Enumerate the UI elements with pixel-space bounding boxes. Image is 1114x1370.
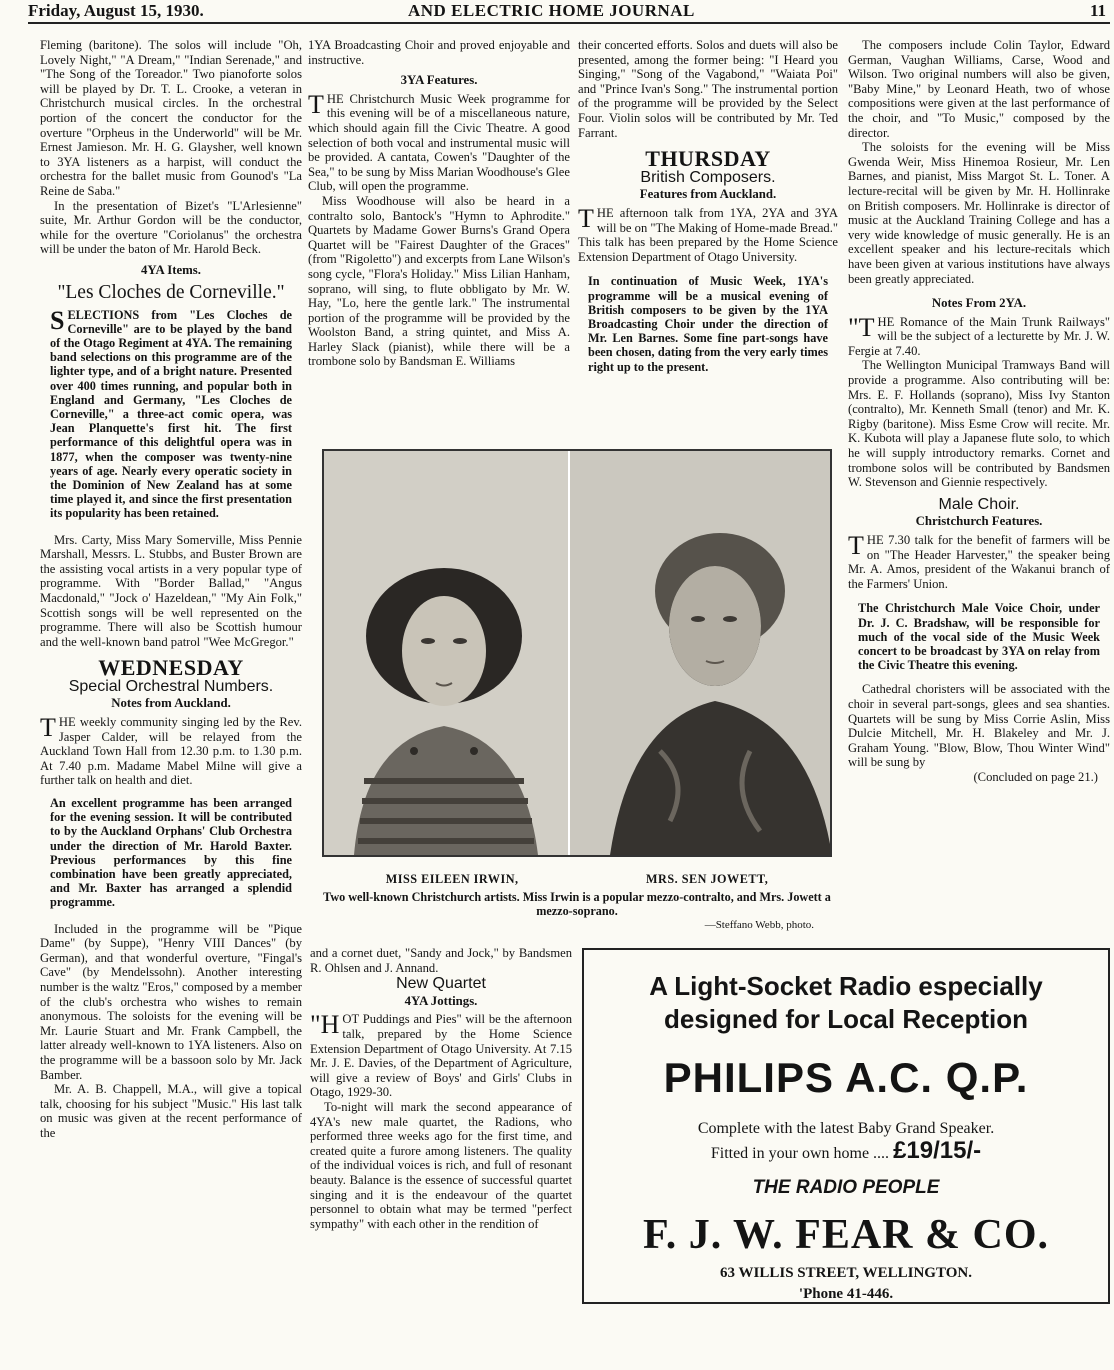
col3-para-2 <box>578 203 838 264</box>
col4-para-3-text: HE Romance of the Main Trunk Railways" will be the subject of a lecturette by Mr. J. W. Fergie at 7.40. <box>848 314 1110 358</box>
portrait-left-photo <box>324 451 568 855</box>
col3-bold-block: In continuation of Music Week, 1YA's programme will be a musical evening of British composers to be given by the 1YA Broadcasting Choir under the direction of Mr. Len Barnes. Some fine part-songs have been chosen, dating from the very early times right up to the present. <box>588 274 828 374</box>
col4-para-4: The Wellington Municipal Tramways Band will provide a programme. Also contributing will be: Mrs. E. F. Hollands (soprano), Miss Ivy Stanton (contralto), Mr. Kenneth Small (tenor) and Mr. K. Rigby (baritone). Miss Esme Crow will recite. Mr. K. Kubota will play a Japanese flute solo, to which he will supply introductory remarks. Cornet and trombone solos will be contributed by Bandsmen W. Stevenson and Giennie respectively. <box>848 358 1110 490</box>
col4-para-6: Cathedral choristers will be associated with the choir in several part-songs, glees and sea shanties. Quartets will be sung by Miss Corrie Aslin, Miss Dulcie Mitchell, Mr. H. Blakeley and Mr. J. Graham Young. "Blow, Blow, Thou Winter Wind" will be sung by <box>848 682 1110 770</box>
col1-para-1: Fleming (baritone). The solos will include "Oh, Lovely Night," "A Dream," "Indian Serenade," and "The Song of the Toreador." Two pianoforte solos will be played by Dr. T. L. Crooke, a veteran in Christchurch musical circles. In the orchestral portion of the concert the conductor for the overture "Orpheus in the Underworld" will be Mr. Ernest Jamieson. Mr. H. G. Glaysher, well known to 3YA listeners as a harpist, will conduct the orchestra for the ballet music from Gounod's "La Reine de Saba." <box>40 38 302 198</box>
heading-wednesday: WEDNESDAY <box>98 655 244 681</box>
col1-bold-block <box>40 305 302 521</box>
drop-cap: T <box>40 713 56 743</box>
subhead-3ya-features: 3YA Features. <box>400 73 478 88</box>
ad-headline-2: designed for Local Reception <box>663 1004 1029 1034</box>
col2b-para-2-text: OT Puddings and Pies" will be the afternoon talk, prepared by the Home Science Extension Department of Otago University. At 7.15 Mr. J. E. Davies, of the Department of Agriculture, will give a review of Boys' and Girls' Clubs in Otago, 1929-30. <box>310 1012 572 1100</box>
heading-british-composers: British Composers. <box>640 168 776 186</box>
header-page-number: 11 <box>1089 1 1106 20</box>
col1-para-6: Mr. A. B. Chappell, M.A., will give a topical talk, choosing for his subject "Music." His last talk on music was given at the recent performance of the <box>40 1082 302 1140</box>
ad-address: 63 WILLIS STREET, WELLINGTON. <box>720 1265 972 1281</box>
header-journal-title: AND ELECTRIC HOME JOURNAL <box>408 1 695 20</box>
caption-name-left: MISS EILEEN IRWIN, <box>385 872 519 886</box>
column-4 <box>848 38 1110 785</box>
column-2-top <box>308 38 570 369</box>
drop-cap: T <box>308 89 324 119</box>
col3-para-2-text: HE afternoon talk from 1YA, 2YA and 3YA will be on "The Making of Home-made Bread." This talk has been prepared by the Home Science Extension Department of Otago University. <box>578 205 838 264</box>
ad-desc-2 <box>584 1137 1108 1165</box>
ad-desc-2-text: Fitted in your own home .... <box>710 1145 890 1162</box>
col4-para-5-text: HE 7.30 talk for the benefit of farmers will be on "The Header Harvester," the speaker being Mr. A. Amos, president of the Wakanui branch of the Farmers' Union. <box>848 533 1110 591</box>
column-1 <box>40 38 302 1141</box>
photo-caption <box>322 872 832 932</box>
ad-desc-1: Complete with the latest Baby Grand Speaker. <box>697 1120 995 1137</box>
caption-names <box>322 872 832 886</box>
header-date: Friday, August 15, 1930. <box>28 1 204 20</box>
subhead-4ya-jottings: 4YA Jottings. <box>404 993 478 1008</box>
col1-para-4 <box>40 715 302 788</box>
col4-para-3 <box>848 312 1110 359</box>
heading-new-quartet: New Quartet <box>396 975 486 993</box>
drop-cap: S <box>50 305 65 335</box>
col3-para-1: their concerted efforts. Solos and duets will also be presented, among the former being: "I Heard you Singing," "Song of the Vagabond," "Waiata Poi" and "Prince Ivan's Song." The instrumental portion of the programme will be provided by the Select Four. Violin solos will be contributed by Mr. Ted Farrant. <box>578 38 838 140</box>
heading-special-orchestral: Special Orchestral Numbers. <box>68 677 274 695</box>
subhead-notes-2ya: Notes From 2YA. <box>931 296 1027 311</box>
column-2-bottom <box>310 946 572 1231</box>
portrait-right-photo <box>570 451 832 855</box>
col1-para-3: Mrs. Carty, Miss Mary Somerville, Miss Pennie Marshall, Messrs. L. Stubbs, and Buster Brown are the assisting vocal artists in a very popular type of programme. With "Border Ballad," "Angus Macdonald," "Jock o' Hazeldean," "My Ain Folk," Scottish songs will be well represented on the programme. There will also be Scottish humour and the well-known band patrol "Wee McGregor." <box>40 532 302 649</box>
subhead-christchurch: Christchurch Features. <box>915 514 1043 529</box>
concluded-note: (Concluded on page 21.) <box>973 769 1098 784</box>
col1-heading-cloches: "Les Cloches de Corneville." <box>57 281 285 303</box>
drop-cap: "H <box>310 1010 340 1040</box>
col1-bold-block-2: An excellent programme has been arranged for the evening session. It will be contributed to by the Auckland Orphans' Club Orchestra under the direction of Mr. Harold Baxter. Previous performances by this fine combination have been greatly appreciated, and Mr. Baxter has arranged a splendid programme. <box>50 796 292 910</box>
col2-para-2-text: HE Christchurch Music Week programme for this evening will be of a miscellaneous nature, which should again fill the Civic Theatre. A good selection of both vocal and instrumental music will be provided. A cantata, Cowen's "Daughter of the Sea," to be sung by Miss Marian Woodhouse's Glee Club, will open the programme. <box>308 91 570 194</box>
col2b-para-2 <box>310 1012 572 1100</box>
col2-para-3: Miss Woodhouse will also be heard in a contralto solo, Bantock's "Hymn to Aphrodite." Quartets by Madame Gower Burns's Grand Opera Quartet will be "Fairest Daughter of the Graces" (from "Rigoletto") and excerpts from Lane Wilson's song cycle, "Flora's Holiday." Miss Lilian Hanham, soprano, will sing, to flute obbligato by Mr. W. Hay, "Lo, here the gentle lark." The instrumental portion of the programme will be provided by the Woolston Band, a string quintet, and Miss A. Harley Slack (pianist), while there will be a trombone solo by Bandsman E. Williams <box>308 193 570 369</box>
subhead-features-auckland: Features from Auckland. <box>639 187 777 202</box>
ad-description <box>584 1118 1108 1165</box>
heading-thursday: THURSDAY <box>645 146 771 172</box>
col1-bold-text: ELECTIONS from "Les Cloches de Corneville" are to be played by the band of the Otago Regiment at 4YA. The remaining band selections on this programme are of the lighter type, and of a bright nature. Presented over 400 times running, and popular both in England and Germany, "Les Cloches de Corneville," a three-act comic opera, was Jean Planquette's first hit. The first performance of this delightful opera was in 1877, when the composer was twenty-nine years of age. Nearly every operatic society in the Dominion of New Zealand has at some time played it, and since the first presentation its popularity has been retained. <box>50 307 292 521</box>
col2b-para-1: and a cornet duet, "Sandy and Jock," by Bandsmen R. Ohlsen and J. Annand. <box>310 946 572 975</box>
col2b-para-3: To-night will mark the second appearance of 4YA's new male quartet, the Radions, who performed three weeks ago for the first time, and created quite a furore among listeners. The quality of the individual voices is rich, and full of resonant beauty. Balance is the essence of successful quartet singing and it is the endeavour of the quartet personnel to obtain what may be termed "perfect sympathy" with each other in the rendition of <box>310 1099 572 1231</box>
page-header <box>28 0 1110 24</box>
heading-male-choir: Male Choir. <box>938 495 1020 513</box>
caption-text: Two well-known Christchurch artists. Miss Irwin is a popular mezzo-contralto, and Mrs. Jowett a mezzo-soprano. <box>323 890 831 918</box>
drop-cap: "T <box>848 312 875 342</box>
ad-company: F. J. W. FEAR & CO. <box>642 1212 1049 1258</box>
ad-product-name: PHILIPS A.C. Q.P. <box>663 1054 1029 1101</box>
col2-para-2 <box>308 89 570 194</box>
drop-cap: T <box>848 531 864 560</box>
col4-bold-block: The Christchurch Male Voice Choir, under Dr. J. C. Bradshaw, will be responsible for much of the vocal side of the Music Week concert to be broadcast by 3YA on relay from the Civic Theatre this evening. <box>858 601 1100 673</box>
col1-para-2: In the presentation of Bizet's "L'Arlesienne" suite, Mr. Arthur Gordon will be the conductor, while for the overture "Coriolanus" the orchestra will be under the baton of Mr. Harold Beck. <box>40 198 302 257</box>
photo-credit: —Steffano Webb, photo. <box>704 919 814 931</box>
subhead-notes-auckland: Notes from Auckland. <box>111 696 231 711</box>
ad-price: £19/15/- <box>893 1137 982 1164</box>
col4-para-2: The soloists for the evening will be Miss Gwenda Weir, Miss Hinemoa Rosieur, Mr. Len Barnes, and pianist, Miss Margot St. L. Toner. A lecture-recital will be given by Mr. H. Hollinrake on British composers. Mr. Hollinrake is director of music at the Auckland Training College and has a very wide knowledge of music generally. He is an excellent speaker and his lecture-recitals which have been given at various institutions have always been greatly appreciated. <box>848 140 1110 286</box>
col1-para-5: Included in the programme will be "Pique Dame" (by Suppe), "Henry VIII Dances" (by German), and that wonderful overture, "Fingal's Cave" (by Mendelssohn). Another interesting number is the waltz "Eros," composed by a member of the club's orchestra who wishes to remain anonymous. The soloists for the evening will be Mr. Laurie Stuart and Mr. Frank Campbell, the latter already well-known to 1YA listeners. Also on the programme will be a bassoon solo by Mr. Jack Bamber. <box>40 921 302 1082</box>
col1-para-4-text: HE weekly community singing led by the Rev. Jasper Calder, will be relayed from the Auckland Town Hall from 12.30 p.m. to 1.30 p.m. At 7.40 p.m. Madame Mabel Milne will give a further talk on health and diet. <box>40 715 302 788</box>
drop-cap: T <box>578 203 594 233</box>
col4-para-5 <box>848 533 1110 591</box>
ad-phone: 'Phone 41-446. <box>798 1286 894 1302</box>
ad-tagline: THE RADIO PEOPLE <box>752 1177 940 1198</box>
col4-para-1: The composers include Colin Taylor, Edward German, Vaughan Williams, Carse, Wood and Wilson. Two original numbers will also be given, "Baby Mine," by Leonard Heath, two of whose compositions were given at the last performance of the choir, and "To Music," composed by the director. <box>848 38 1110 140</box>
photo-two-artists <box>322 449 832 857</box>
column-3-top <box>578 38 838 374</box>
caption-name-right: MRS. SEN JOWETT, <box>646 872 769 886</box>
col1-subhead-4ya: 4YA Items. <box>141 262 201 277</box>
ad-headline-1: A Light-Socket Radio especially <box>649 971 1043 1001</box>
advertisement-philips <box>582 948 1110 1304</box>
col2-para-1: 1YA Broadcasting Choir and proved enjoyable and instructive. <box>308 38 570 67</box>
